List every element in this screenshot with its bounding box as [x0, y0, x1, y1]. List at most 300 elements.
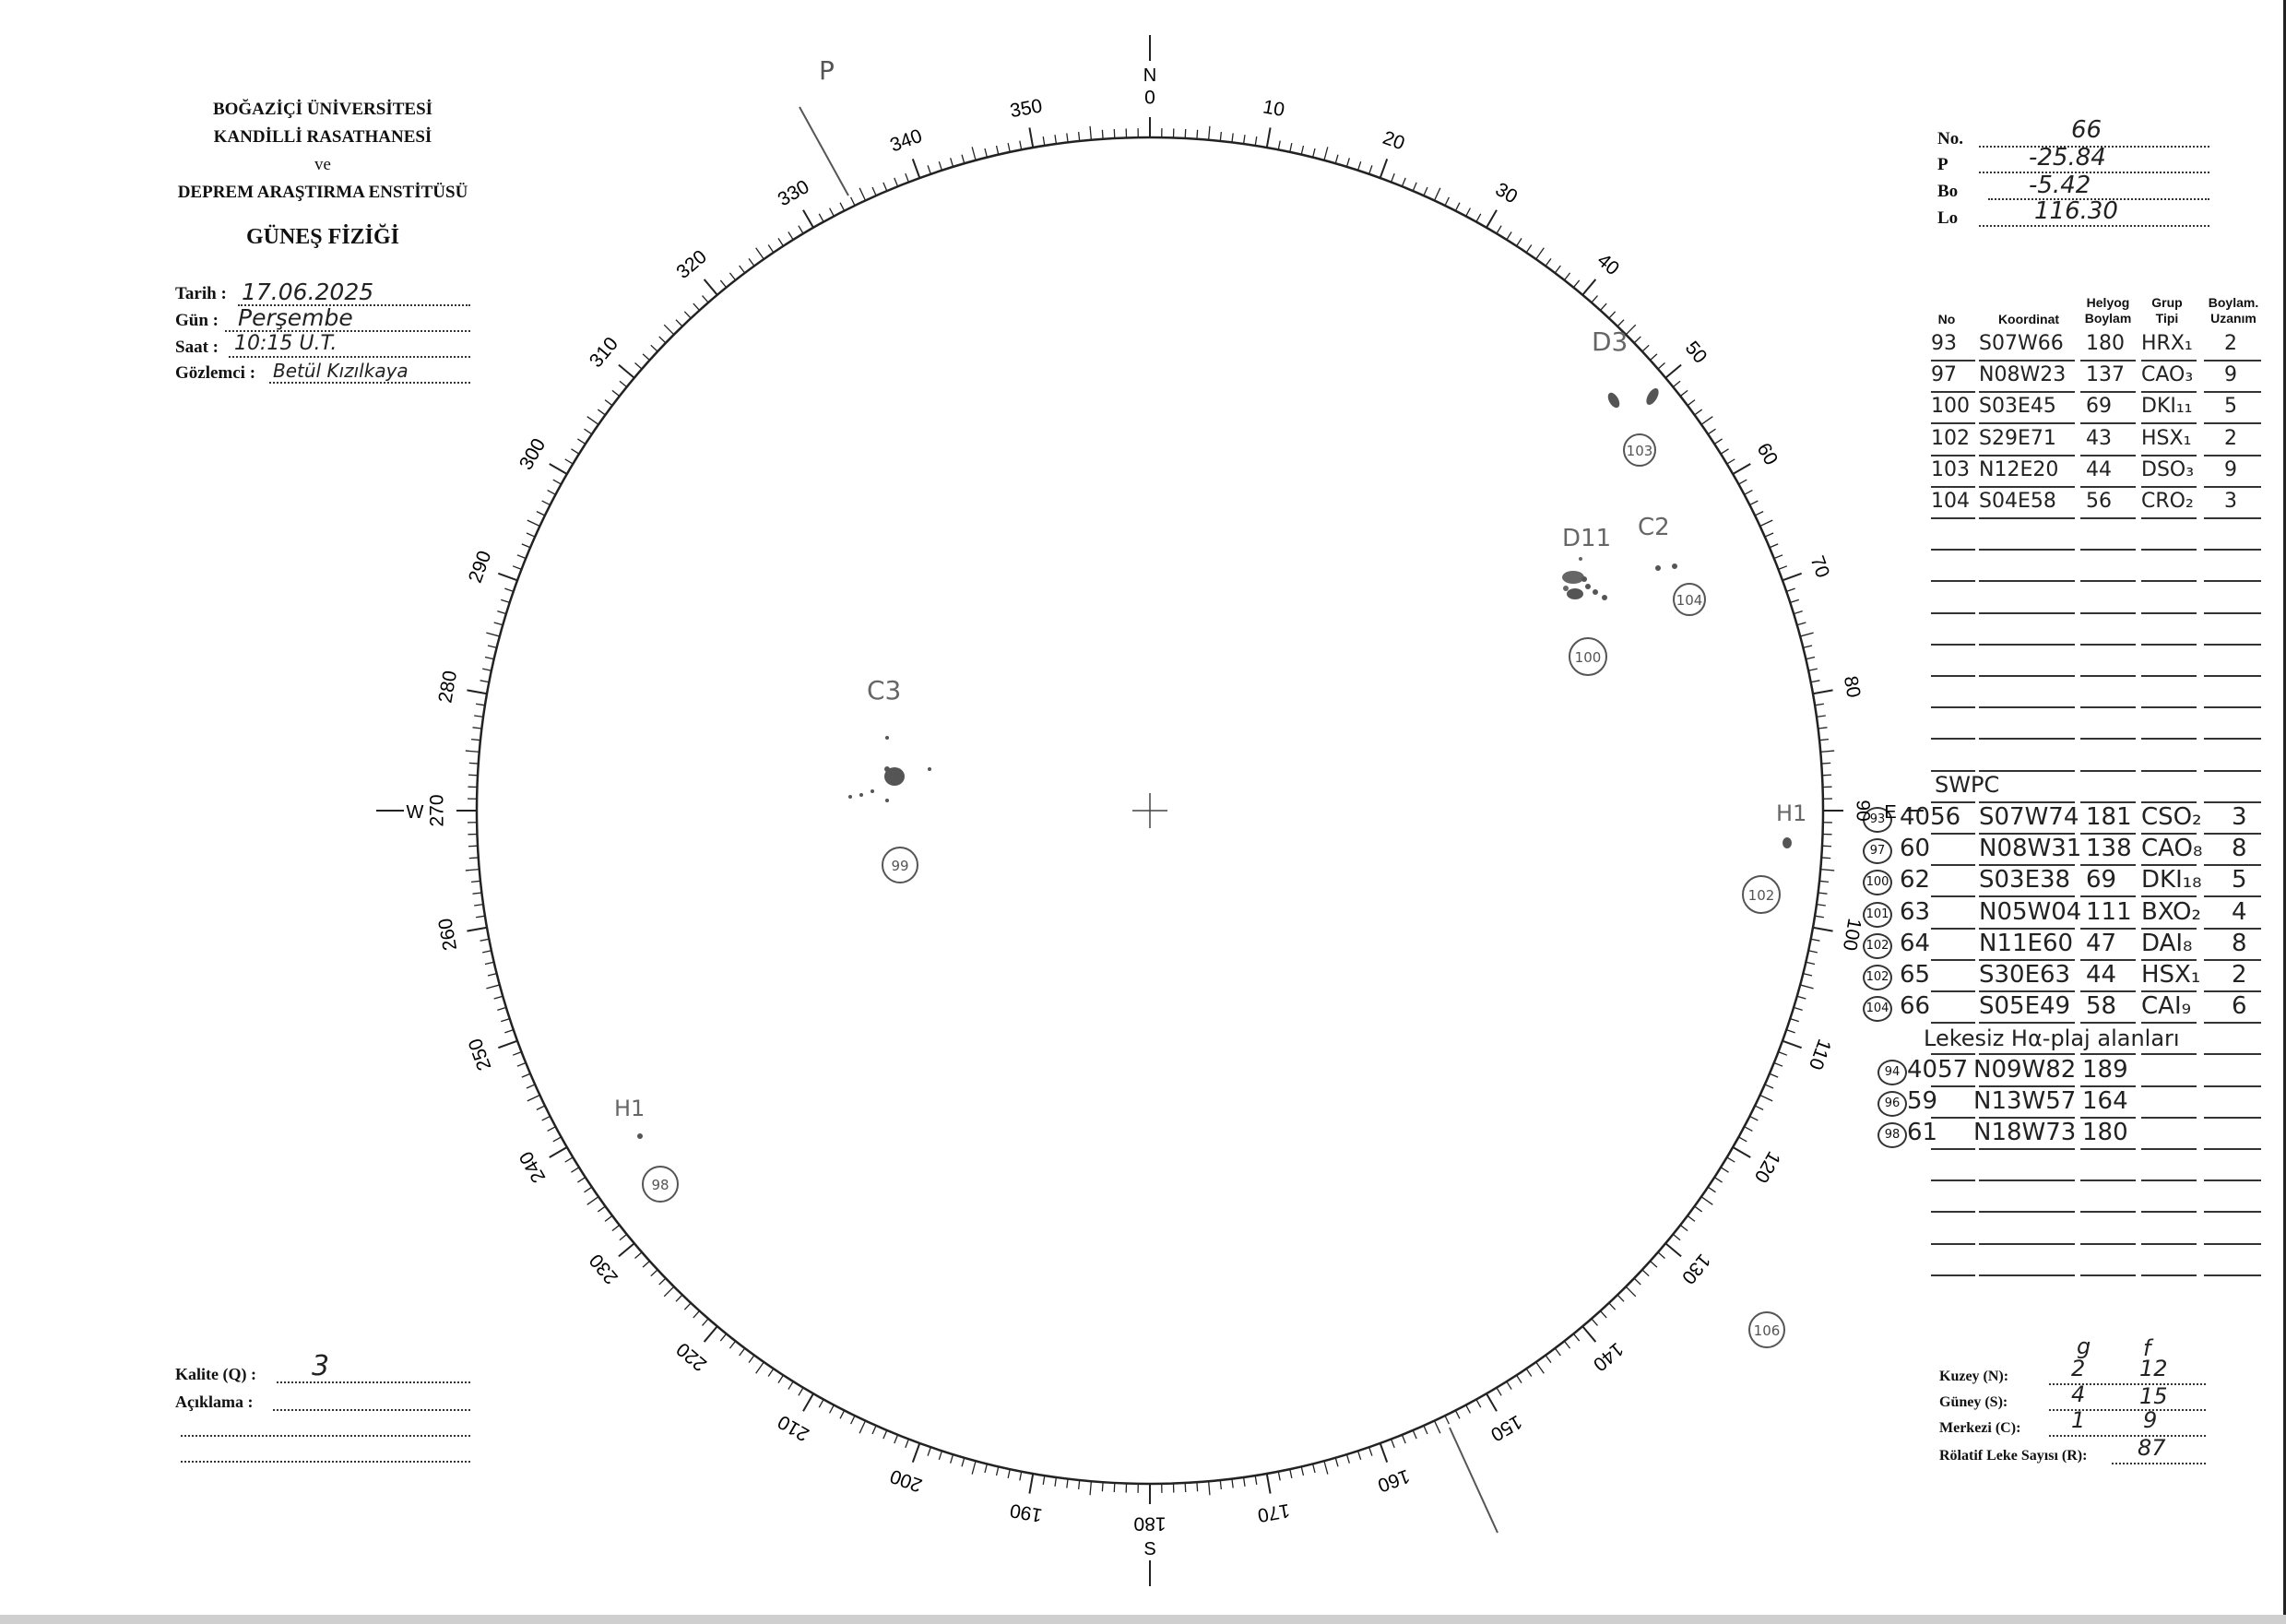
degree-tick — [527, 520, 540, 526]
degree-tick — [1507, 1381, 1511, 1389]
swpc-helio-longitude[interactable]: 111 — [2086, 898, 2132, 926]
degree-tick — [1278, 141, 1280, 150]
degree-tick — [1290, 143, 1292, 152]
swpc-longitude-extent[interactable]: 8 — [2232, 835, 2247, 862]
degree-label: 90 — [1852, 800, 1874, 822]
swpc-longitude-extent[interactable]: 4 — [2232, 898, 2247, 926]
degree-tick — [643, 354, 649, 361]
plage-helio-longitude[interactable]: 189 — [2082, 1056, 2128, 1084]
row-coordinate[interactable]: S07W66 — [1979, 332, 2064, 355]
degree-tick — [468, 775, 478, 776]
swpc-group-type[interactable]: DAI₈ — [2141, 930, 2193, 957]
degree-tick — [778, 238, 783, 245]
degree-tick — [1346, 1454, 1349, 1464]
degree-tick — [840, 203, 845, 211]
degree-label: 250 — [464, 1035, 496, 1073]
sunspot — [1644, 386, 1662, 407]
center-f[interactable]: 9 — [2143, 1407, 2158, 1433]
degree-tick — [619, 365, 634, 378]
degree-tick — [1688, 1215, 1695, 1221]
row-group-type[interactable]: HSX₁ — [2141, 427, 2192, 450]
swpc-helio-longitude[interactable]: 69 — [2086, 866, 2117, 894]
p-axis-line-bottom — [1450, 1428, 1498, 1533]
row-helio-longitude[interactable]: 43 — [2086, 427, 2112, 450]
degree-tick — [1008, 1469, 1010, 1478]
swpc-region[interactable]: 64 — [1900, 930, 1931, 957]
swpc-region[interactable]: 4056 — [1900, 803, 1961, 831]
degree-tick — [1779, 1052, 1787, 1056]
institution-line-3: ve — [314, 155, 331, 174]
south-g[interactable]: 4 — [2071, 1381, 2086, 1407]
degree-label: 300 — [515, 434, 551, 474]
swpc-longitude-extent[interactable]: 3 — [2232, 803, 2247, 831]
degree-tick — [1079, 132, 1080, 141]
degree-tick — [1738, 480, 1747, 484]
degree-tick — [537, 1106, 545, 1109]
north-f[interactable]: 12 — [2139, 1356, 2168, 1381]
degree-tick — [522, 544, 530, 548]
row-number[interactable]: 103 — [1931, 458, 1970, 481]
degree-tick — [1067, 1479, 1068, 1488]
degree-tick — [1708, 429, 1715, 434]
f-column-label: f — [2143, 1335, 2151, 1361]
swpc-group-type[interactable]: CAO₈ — [2141, 835, 2203, 862]
observer-value[interactable]: Betül Kızılkaya — [273, 360, 409, 382]
swpc-longitude-extent[interactable]: 5 — [2232, 866, 2247, 894]
swpc-region[interactable]: 60 — [1900, 835, 1931, 862]
degree-tick — [1536, 248, 1545, 259]
degree-tick — [494, 622, 503, 625]
degree-tick — [1455, 203, 1460, 211]
degree-label: 10 — [1261, 96, 1286, 122]
circled-group-number: 102 — [1863, 965, 1892, 990]
row-longitude-extent[interactable]: 3 — [2224, 490, 2237, 513]
degree-tick — [1301, 1466, 1303, 1476]
time-value[interactable]: 10:15 U.T. — [234, 332, 338, 355]
row-longitude-extent[interactable]: 5 — [2224, 395, 2237, 418]
swpc-region[interactable]: 63 — [1900, 898, 1931, 926]
row-group-type[interactable]: DKI₁₁ — [2141, 395, 2193, 418]
degree-tick — [585, 1187, 592, 1192]
description-label: Açıklama : — [175, 1393, 254, 1411]
swpc-coordinate[interactable]: S03E38 — [1979, 866, 2071, 894]
row-coordinate[interactable]: S03E45 — [1979, 395, 2056, 418]
degree-tick — [474, 905, 483, 906]
degree-tick — [494, 996, 503, 999]
lo-label: Lo — [1937, 208, 1959, 228]
degree-tick — [485, 658, 494, 659]
degree-tick — [1185, 129, 1186, 138]
sunspot-group-100 — [1562, 525, 1611, 675]
degree-tick — [1592, 296, 1598, 303]
degree-tick — [1745, 1127, 1753, 1132]
degree-tick — [1526, 245, 1532, 253]
sunspot — [1593, 589, 1598, 595]
degree-label: 40 — [1593, 249, 1624, 280]
degree-tick — [486, 633, 499, 636]
degree-tick — [517, 1062, 526, 1066]
degree-tick — [1592, 1319, 1598, 1326]
degree-tick — [1197, 1482, 1198, 1491]
degree-tick — [1335, 1458, 1338, 1467]
degree-tick — [1765, 533, 1773, 537]
degree-label: 270 — [426, 794, 448, 827]
plage-region[interactable]: 61 — [1907, 1119, 1938, 1146]
degree-tick — [605, 1215, 612, 1221]
sunspot — [885, 799, 889, 802]
sunspot — [928, 767, 931, 771]
swpc-helio-longitude[interactable]: 138 — [2086, 835, 2132, 862]
degree-tick — [1392, 173, 1395, 182]
row-group-type[interactable]: HRX₁ — [2141, 332, 2193, 355]
degree-tick — [1749, 501, 1758, 505]
degree-tick — [467, 690, 487, 693]
degree-tick — [1582, 279, 1595, 295]
sunspot — [1579, 557, 1582, 561]
degree-label: 30 — [1491, 178, 1522, 208]
degree-tick — [1255, 136, 1257, 146]
degree-tick — [972, 1461, 976, 1474]
degree-tick — [1727, 1157, 1735, 1162]
bo-value[interactable]: -5.42 — [2029, 172, 2091, 199]
row-number[interactable]: 104 — [1931, 490, 1970, 513]
degree-tick — [962, 1458, 965, 1467]
degree-tick — [676, 320, 682, 326]
degree-tick — [635, 1252, 643, 1259]
degree-tick — [951, 1454, 953, 1464]
plage-region[interactable]: 4057 — [1907, 1056, 1969, 1084]
row-group-type[interactable]: CAO₃ — [2141, 363, 2194, 386]
p-axis-label: P — [819, 55, 835, 86]
degree-tick — [1255, 1476, 1257, 1485]
degree-tick — [1008, 143, 1010, 152]
degree-tick — [587, 417, 598, 425]
swpc-longitude-extent[interactable]: 6 — [2232, 992, 2247, 1020]
plage-coordinate[interactable]: N18W73 — [1973, 1119, 2077, 1146]
degree-tick — [605, 400, 612, 406]
degree-tick — [894, 178, 898, 186]
degree-tick — [1324, 147, 1328, 160]
degree-tick — [1267, 1474, 1271, 1494]
degree-tick — [1658, 1252, 1665, 1259]
degree-tick — [1313, 148, 1315, 158]
bo-label: Bo — [1937, 182, 1959, 201]
degree-tick — [467, 928, 487, 931]
p-value[interactable]: -25.84 — [2029, 144, 2106, 172]
degree-tick — [1695, 1206, 1702, 1212]
degree-tick — [469, 858, 479, 859]
degree-tick — [1197, 130, 1198, 139]
degree-tick — [1745, 491, 1753, 495]
row-longitude-extent[interactable]: 9 — [2224, 458, 2237, 481]
degree-tick — [1445, 1416, 1449, 1424]
degree-tick — [1185, 1483, 1186, 1492]
degree-tick — [480, 939, 490, 941]
circled-group-number: 94 — [1877, 1060, 1907, 1085]
degree-tick — [1476, 214, 1481, 222]
degree-tick — [756, 248, 764, 259]
row-coordinate[interactable]: N12E20 — [1979, 458, 2059, 481]
row-coordinate[interactable]: S04E58 — [1979, 490, 2056, 513]
sunspot — [1581, 576, 1587, 582]
degree-tick — [1790, 599, 1799, 602]
degree-tick — [1786, 1030, 1794, 1033]
plage-coordinate[interactable]: N09W82 — [1973, 1056, 2077, 1084]
degree-tick — [799, 1388, 803, 1396]
swpc-longitude-extent[interactable]: 8 — [2232, 930, 2247, 957]
degree-label: 70 — [1806, 552, 1834, 581]
degree-tick — [476, 704, 485, 705]
row-number[interactable]: 93 — [1931, 332, 1957, 355]
swpc-region[interactable]: 66 — [1900, 992, 1931, 1020]
row-helio-longitude[interactable]: 56 — [2086, 490, 2112, 513]
degree-tick — [468, 846, 478, 847]
circled-number-106 — [1749, 1312, 1784, 1347]
row-number[interactable]: 102 — [1931, 427, 1970, 450]
degree-tick — [1727, 459, 1735, 464]
degree-tick — [1220, 1480, 1221, 1489]
swpc-group-type[interactable]: HSX₁ — [2141, 961, 2201, 989]
quality-value[interactable]: 3 — [312, 1350, 330, 1382]
degree-label: 290 — [464, 548, 496, 587]
sunspot — [884, 766, 890, 772]
degree-tick — [471, 740, 480, 741]
degree-tick — [1546, 258, 1551, 266]
lo-value[interactable]: 116.30 — [2034, 197, 2118, 225]
degree-tick — [1617, 320, 1624, 326]
date-value[interactable]: 17.06.2025 — [242, 279, 374, 305]
p-label: P — [1937, 155, 1948, 174]
center-g[interactable]: 1 — [2071, 1407, 2086, 1433]
swpc-region[interactable]: 65 — [1900, 961, 1931, 989]
row-coordinate[interactable]: S29E71 — [1979, 427, 2056, 450]
g-column-label: g — [2077, 1334, 2091, 1359]
degree-tick — [803, 210, 813, 228]
degree-tick — [1564, 1341, 1569, 1348]
north-g[interactable]: 2 — [2071, 1356, 2086, 1381]
swpc-coordinate[interactable]: S05E49 — [1979, 992, 2071, 1020]
degree-tick — [1455, 1410, 1460, 1418]
plage-helio-longitude[interactable]: 164 — [2082, 1087, 2128, 1115]
degree-tick — [1029, 127, 1033, 148]
degree-tick — [1424, 1426, 1427, 1434]
row-number[interactable]: 97 — [1931, 363, 1957, 386]
row-longitude-extent[interactable]: 9 — [2224, 363, 2237, 386]
degree-tick — [1609, 1303, 1616, 1310]
degree-tick — [466, 870, 480, 871]
row-helio-longitude[interactable]: 44 — [2086, 458, 2112, 481]
relative-number-label: Rölatif Leke Sayısı (R): — [1939, 1448, 2088, 1464]
degree-tick — [1733, 464, 1750, 474]
sunspot — [1783, 837, 1792, 848]
row-helio-longitude[interactable]: 69 — [2086, 395, 2112, 418]
swpc-coordinate[interactable]: N11E60 — [1979, 930, 2074, 957]
degree-tick — [1209, 1481, 1210, 1495]
degree-tick — [1721, 1168, 1728, 1172]
degree-tick — [1755, 1106, 1763, 1109]
relative-number-value[interactable]: 87 — [2138, 1435, 2166, 1461]
degree-tick — [577, 439, 585, 444]
sunspot — [1562, 571, 1584, 584]
row-helio-longitude[interactable]: 137 — [2086, 363, 2125, 386]
swpc-coordinate[interactable]: N05W04 — [1979, 898, 2082, 926]
degree-tick — [1714, 439, 1722, 444]
swpc-helio-longitude[interactable]: 47 — [2086, 930, 2117, 957]
degree-tick — [488, 974, 497, 976]
degree-tick — [928, 1447, 930, 1455]
header-longitude-extent: Boylam. Uzanım — [2208, 295, 2259, 326]
swpc-longitude-extent[interactable]: 2 — [2232, 961, 2247, 989]
degree-tick — [684, 1303, 691, 1310]
degree-tick — [474, 716, 483, 717]
row-longitude-extent[interactable]: 2 — [2224, 427, 2237, 450]
plage-helio-longitude[interactable]: 180 — [2082, 1119, 2128, 1146]
degree-tick — [1721, 449, 1728, 454]
degree-tick — [1818, 728, 1828, 729]
degree-tick — [1020, 1472, 1022, 1481]
degree-tick — [1517, 1375, 1522, 1382]
degree-tick — [1220, 132, 1221, 141]
no-value[interactable]: 66 — [2071, 116, 2102, 144]
degree-tick — [749, 1356, 754, 1363]
swpc-helio-longitude[interactable]: 44 — [2086, 961, 2117, 989]
degree-tick — [1680, 390, 1688, 396]
degree-tick — [872, 1426, 876, 1434]
degree-tick — [1819, 881, 1829, 882]
day-value[interactable]: Perşembe — [238, 304, 353, 331]
south-f[interactable]: 15 — [2139, 1383, 2168, 1409]
row-longitude-extent[interactable]: 2 — [2224, 332, 2237, 355]
swpc-group-type[interactable]: BXO₂ — [2141, 898, 2201, 926]
sunspot — [1567, 588, 1583, 599]
degree-tick — [749, 258, 754, 266]
swpc-coordinate[interactable]: S30E63 — [1979, 961, 2071, 989]
degree-tick — [1695, 409, 1702, 415]
degree-tick — [1380, 1443, 1388, 1463]
degree-tick — [1020, 141, 1022, 150]
row-number[interactable]: 100 — [1931, 395, 1970, 418]
degree-tick — [585, 429, 592, 434]
swpc-coordinate[interactable]: S07W74 — [1979, 803, 2079, 831]
degree-label: 180 — [1133, 1512, 1167, 1535]
degree-tick — [1369, 165, 1372, 173]
degree-tick — [1642, 345, 1649, 351]
circled-group-number: 97 — [1863, 838, 1892, 864]
degree-tick — [788, 231, 793, 239]
degree-tick — [1573, 280, 1579, 288]
sunspot-group-103 — [1592, 326, 1661, 466]
degree-tick — [1526, 1369, 1532, 1376]
plage-region[interactable]: 59 — [1907, 1087, 1938, 1115]
degree-tick — [1301, 146, 1303, 155]
degree-tick — [1701, 417, 1712, 425]
degree-tick — [1813, 690, 1833, 693]
group-class-label: C3 — [867, 675, 902, 705]
row-group-type[interactable]: DSO₃ — [2141, 458, 2195, 481]
degree-tick — [1067, 134, 1068, 143]
swpc-region[interactable]: 62 — [1900, 866, 1931, 894]
row-coordinate[interactable]: N08W23 — [1979, 363, 2067, 386]
degree-tick — [1424, 187, 1427, 196]
degree-tick — [1209, 126, 1210, 140]
group-number: 100 — [1574, 649, 1602, 666]
degree-tick — [619, 1243, 634, 1256]
degree-tick — [612, 390, 620, 396]
center-label: Merkezi (C): — [1939, 1420, 2021, 1436]
degree-tick — [883, 1430, 887, 1439]
degree-tick — [1497, 1388, 1501, 1396]
degree-tick — [859, 188, 865, 201]
degree-label: 100 — [1838, 916, 1866, 953]
degree-tick — [985, 1464, 987, 1473]
swpc-coordinate[interactable]: N08W31 — [1979, 835, 2082, 862]
degree-tick — [1790, 1019, 1799, 1022]
degree-tick — [513, 566, 521, 570]
degree-tick — [720, 1334, 726, 1341]
time-label: Saat : — [175, 338, 219, 357]
degree-label: 340 — [887, 124, 926, 157]
swpc-helio-longitude[interactable]: 181 — [2086, 803, 2132, 831]
header-helio-longitude: Helyog Boylam — [2084, 295, 2132, 326]
swpc-helio-longitude[interactable]: 58 — [2086, 992, 2117, 1020]
degree-label: 200 — [887, 1464, 926, 1497]
swpc-label[interactable]: SWPC — [1935, 772, 2000, 798]
degree-tick — [598, 409, 605, 415]
degree-tick — [620, 1234, 627, 1239]
degree-tick — [612, 1225, 620, 1230]
degree-tick — [729, 273, 735, 280]
degree-tick — [1114, 1483, 1115, 1492]
degree-tick — [1435, 188, 1440, 201]
degree-label: 60 — [1752, 439, 1783, 469]
degree-tick — [1346, 158, 1349, 167]
degree-tick — [469, 763, 479, 764]
degree-tick — [513, 1052, 521, 1056]
degree-tick — [1811, 681, 1820, 682]
degree-tick — [504, 588, 513, 591]
degree-tick — [693, 303, 700, 310]
row-helio-longitude[interactable]: 180 — [2086, 332, 2125, 355]
degree-label: 0 — [1144, 87, 1155, 109]
degree-tick — [1445, 197, 1449, 206]
degree-tick — [1806, 658, 1815, 659]
degree-tick — [643, 1261, 649, 1267]
degree-tick — [1817, 716, 1826, 717]
degree-tick — [1555, 266, 1560, 273]
degree-tick — [1102, 1482, 1103, 1491]
degree-tick — [906, 1440, 909, 1448]
degree-tick — [1642, 1270, 1649, 1276]
swpc-group-type[interactable]: CSO₂ — [2141, 803, 2202, 831]
section-title: GÜNEŞ FİZİĞİ — [245, 225, 400, 249]
degree-label: 320 — [672, 245, 711, 283]
degree-tick — [548, 491, 556, 495]
degree-label: 160 — [1374, 1464, 1413, 1497]
row-group-type[interactable]: CRO₂ — [2141, 490, 2194, 513]
degree-tick — [951, 158, 953, 167]
swpc-group-type[interactable]: CAI₉ — [2141, 992, 2192, 1020]
degree-tick — [997, 1466, 999, 1476]
degree-tick — [1815, 704, 1824, 705]
header-no: No — [1937, 312, 1956, 326]
degree-tick — [498, 1041, 517, 1049]
plage-note[interactable]: Lekesiz Hα-plaj alanları — [1924, 1025, 2180, 1051]
degree-tick — [799, 226, 803, 234]
plage-coordinate[interactable]: N13W57 — [1973, 1087, 2077, 1115]
swpc-group-type[interactable]: DKI₁₈ — [2141, 866, 2202, 894]
circled-group-number: 98 — [1877, 1122, 1907, 1148]
group-class-label: H1 — [1776, 800, 1807, 826]
